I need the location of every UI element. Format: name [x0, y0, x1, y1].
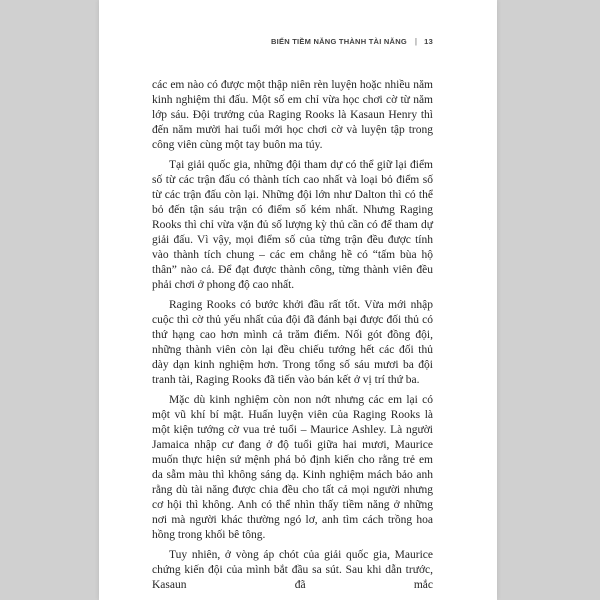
body-paragraph-2: Tại giải quốc gia, những đội tham dự có thể giữ lại điểm số từ các trận đấu có thành tích cao nhất và loại bỏ điểm số từ các trận đấu còn lại. Những đội lớn như Dalton thì có thể bỏ đến tận sáu trận có điểm số kém nhất. Nhưng Raging Rooks thì chỉ vừa vặn đủ số lượng kỳ thủ cần có để tham dự giải đấu. Vì vậy, mọi điểm số của từng trận đều được tính vào thành tích chung – các em chẳng hề có “tấm bùa hộ thân” nào cả. Để đạt được thành công, từng thành viên đều phải chơi ở phong độ cao nhất. [152, 159, 433, 291]
body-paragraph-1: các em nào có được một thập niên rèn luyện hoặc nhiều năm kinh nghiệm thi đấu. Một số em chỉ vừa học chơi cờ từ năm lớp sáu. Đội trưởng của Raging Rooks là Kasaun Henry thì đến năm mười hai tuổi mới học chơi cờ và luyện tập trong công viên cùng một tay buôn ma túy. [152, 79, 433, 151]
page-body [152, 78, 433, 593]
header-separator: | [414, 36, 418, 47]
body-paragraph-4: Mặc dù kinh nghiệm còn non nớt nhưng các em lại có một vũ khí bí mật. Huấn luyện viên của Raging Rooks là một kiện tướng cờ vua trẻ tuổi – Maurice Ashley. Là người Jamaica nhập cư đang ở độ tuổi giữa hai mươi, Maurice muốn thực hiện sứ mệnh phá bỏ định kiến cho rằng trẻ em da sẫm màu thì không sáng dạ. Kinh nghiệm mách bảo anh rằng dù tài năng được chia đều cho tất cả mọi người nhưng cơ hội thì không. Anh có thể nhìn thấy tiềm năng ở những nơi mà người khác thường ngó lơ, anh tìm cách trồng hoa hồng trong khối bê tông. [152, 394, 433, 541]
running-header [152, 37, 433, 46]
body-paragraph-3: Raging Rooks có bước khởi đầu rất tốt. Vừa mới nhập cuộc thì cờ thủ yếu nhất của đội đã đánh bại được đối thủ có thứ hạng cao hơn mình cả trăm điểm. Nối gót đồng đội, những thành viên còn lại đều chiếu tướng hết các đối thủ dày dạn kinh nghiệm hơn. Trong tổng số sáu mươi ba đội tranh tài, Raging Rooks đã tiến vào bán kết ở vị trí thứ ba. [152, 299, 433, 386]
body-paragraph-5: Tuy nhiên, ở vòng áp chót của giải quốc gia, Maurice chứng kiến đội của mình bắt đầu sa sút. Sau khi dẫn trước, Kasaun đã mắc [152, 549, 433, 591]
page-number: 13 [424, 37, 433, 46]
book-page [99, 0, 497, 600]
running-title: BIẾN TIỀM NĂNG THÀNH TÀI NĂNG [270, 37, 407, 46]
